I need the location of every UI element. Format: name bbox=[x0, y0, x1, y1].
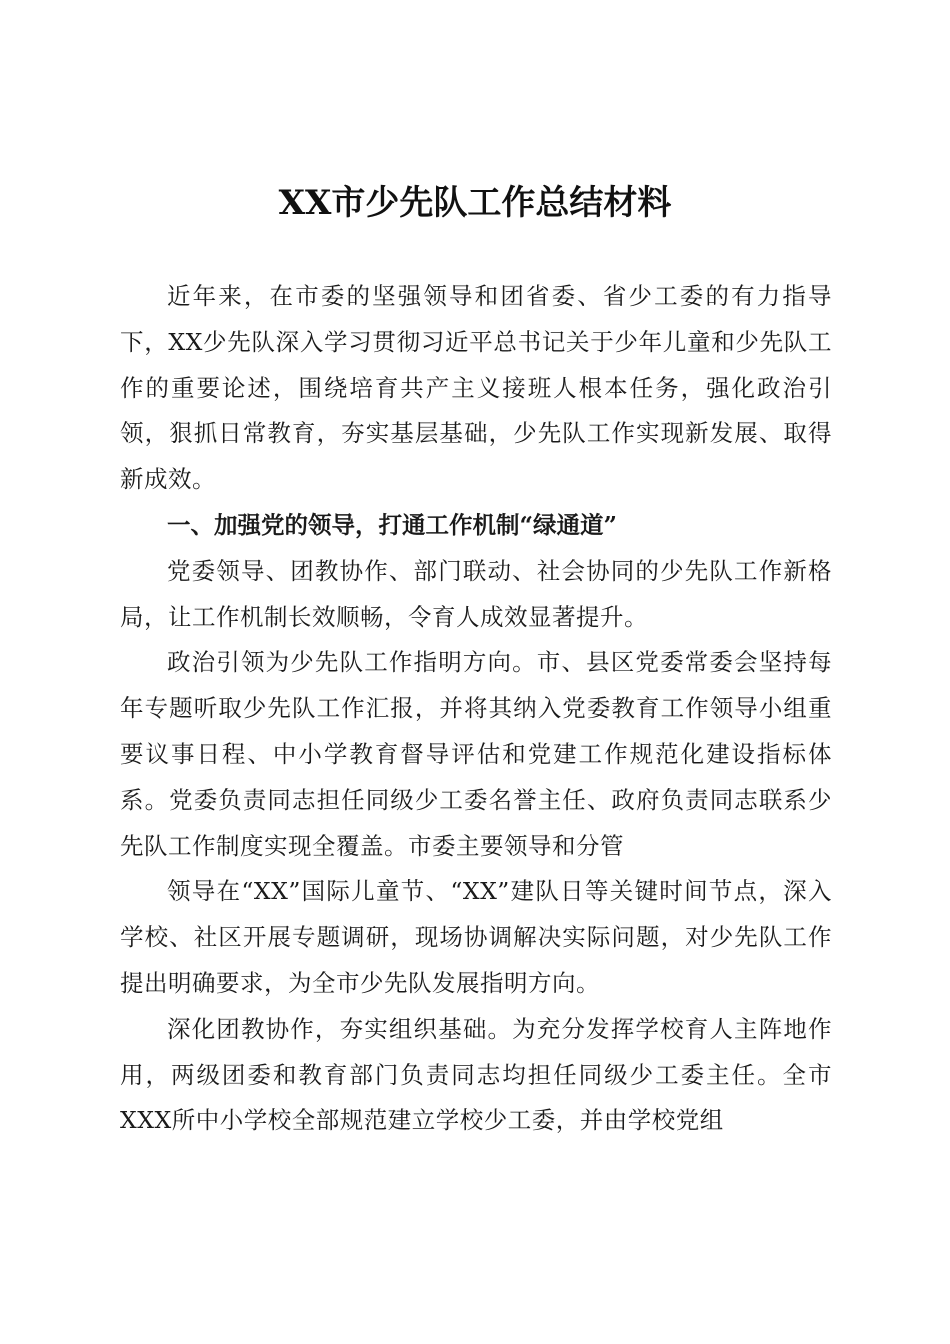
paragraph: 近年来，在市委的坚强领导和团省委、省少工委的有力指导下，XX少先队深入学习贯彻习近平总书记关于少年儿童和少先队工作的重要论述，围绕培育共产主义接班人根本任务，强化政治引领，狠抓日常教育，夯实基层基础，少先队工作实现新发展、取得新成效。 bbox=[120, 282, 832, 494]
document-body bbox=[120, 274, 832, 1144]
paragraph: 深化团教协作，夯实组织基础。为充分发挥学校育人主阵地作用，两级团委和教育部门负责同志均担任同级少工委主任。全市XXX所中小学校全部规范建立学校少工委，并由学校党组 bbox=[120, 1014, 832, 1135]
paragraph: 领导在“XX”国际儿童节、“XX”建队日等关键时间节点，深入学校、社区开展专题调研，现场协调解决实际问题，对少先队工作提出明确要求，为全市少先队发展指明方向。 bbox=[120, 877, 832, 997]
paragraph: 政治引领为少先队工作指明方向。市、县区党委常委会坚持每年专题听取少先队工作汇报，并将其纳入党委教育工作领导小组重要议事日程、中小学教育督导评估和党建工作规范化建设指标体系。党委负责同志担任同级少工委名誉主任、政府负责同志联系少先队工作制度实现全覆盖。市委主要领导和分管 bbox=[120, 648, 832, 860]
document-title: XX市少先队工作总结材料 bbox=[278, 183, 672, 223]
section-heading: 一、加强党的领导，打通工作机制“绿通道” bbox=[167, 510, 618, 539]
paragraph: 党委领导、团教协作、部门联动、社会协同的少先队工作新格局，让工作机制长效顺畅，令育人成效显著提升。 bbox=[120, 556, 832, 631]
